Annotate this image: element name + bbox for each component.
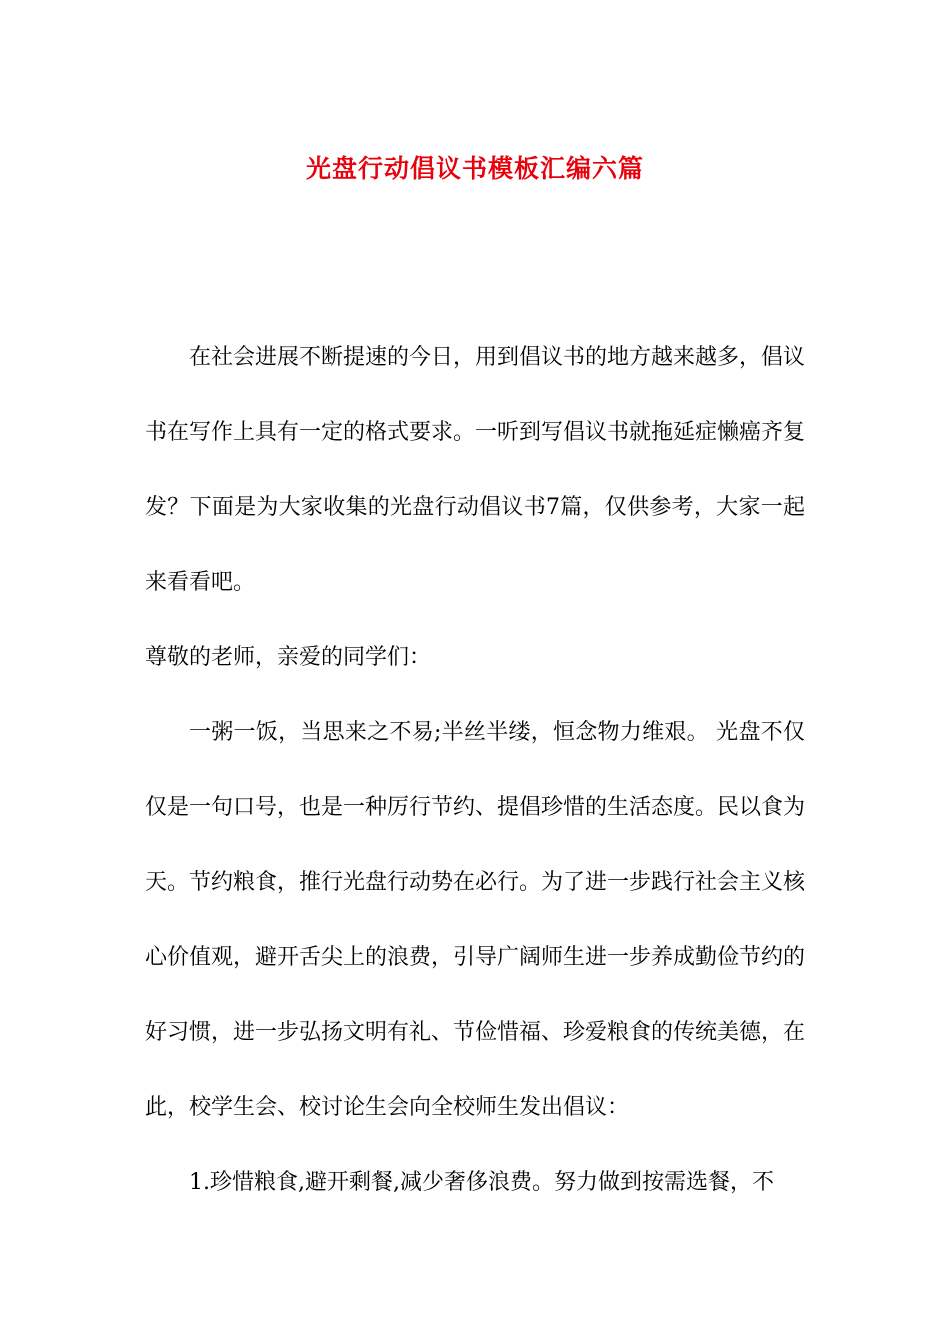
document-title: 光盘行动倡议书模板汇编六篇 [305,153,644,183]
list-item-1: 1.珍惜粮食,避开剩餐,减少奢侈浪费。努力做到按需选餐，不 [189,1170,774,1195]
salutation: 尊敬的老师，亲爱的同学们： [145,645,432,670]
main-paragraph: 一粥一饭，当思来之不易;半丝半缕，恒念物力维艰。 光盘不仅仅是一句口号，也是一种厉行节约、提倡珍惜的生活态度。民以食为天。节约粮食，推行光盘行动势在必行。为了进一步践行社会主义核心价值观，避开舌尖上的浪费，引导广阔师生进一步养成勤俭节约的好习惯，进一步弘扬文明有礼、节俭惜福、珍爱粮食的传统美德，在此，校学生会、校讨论生会向全校师生发出倡议： [145,720,806,1120]
document-body [145,320,805,1220]
intro-paragraph: 在社会进展不断提速的今日，用到倡议书的地方越来越多，倡议书在写作上具有一定的格式要求。一听到写倡议书就拖延症懒癌齐复发？下面是为大家收集的光盘行动倡议书7篇，仅供参考，大家一起来看看吧。 [145,345,806,595]
